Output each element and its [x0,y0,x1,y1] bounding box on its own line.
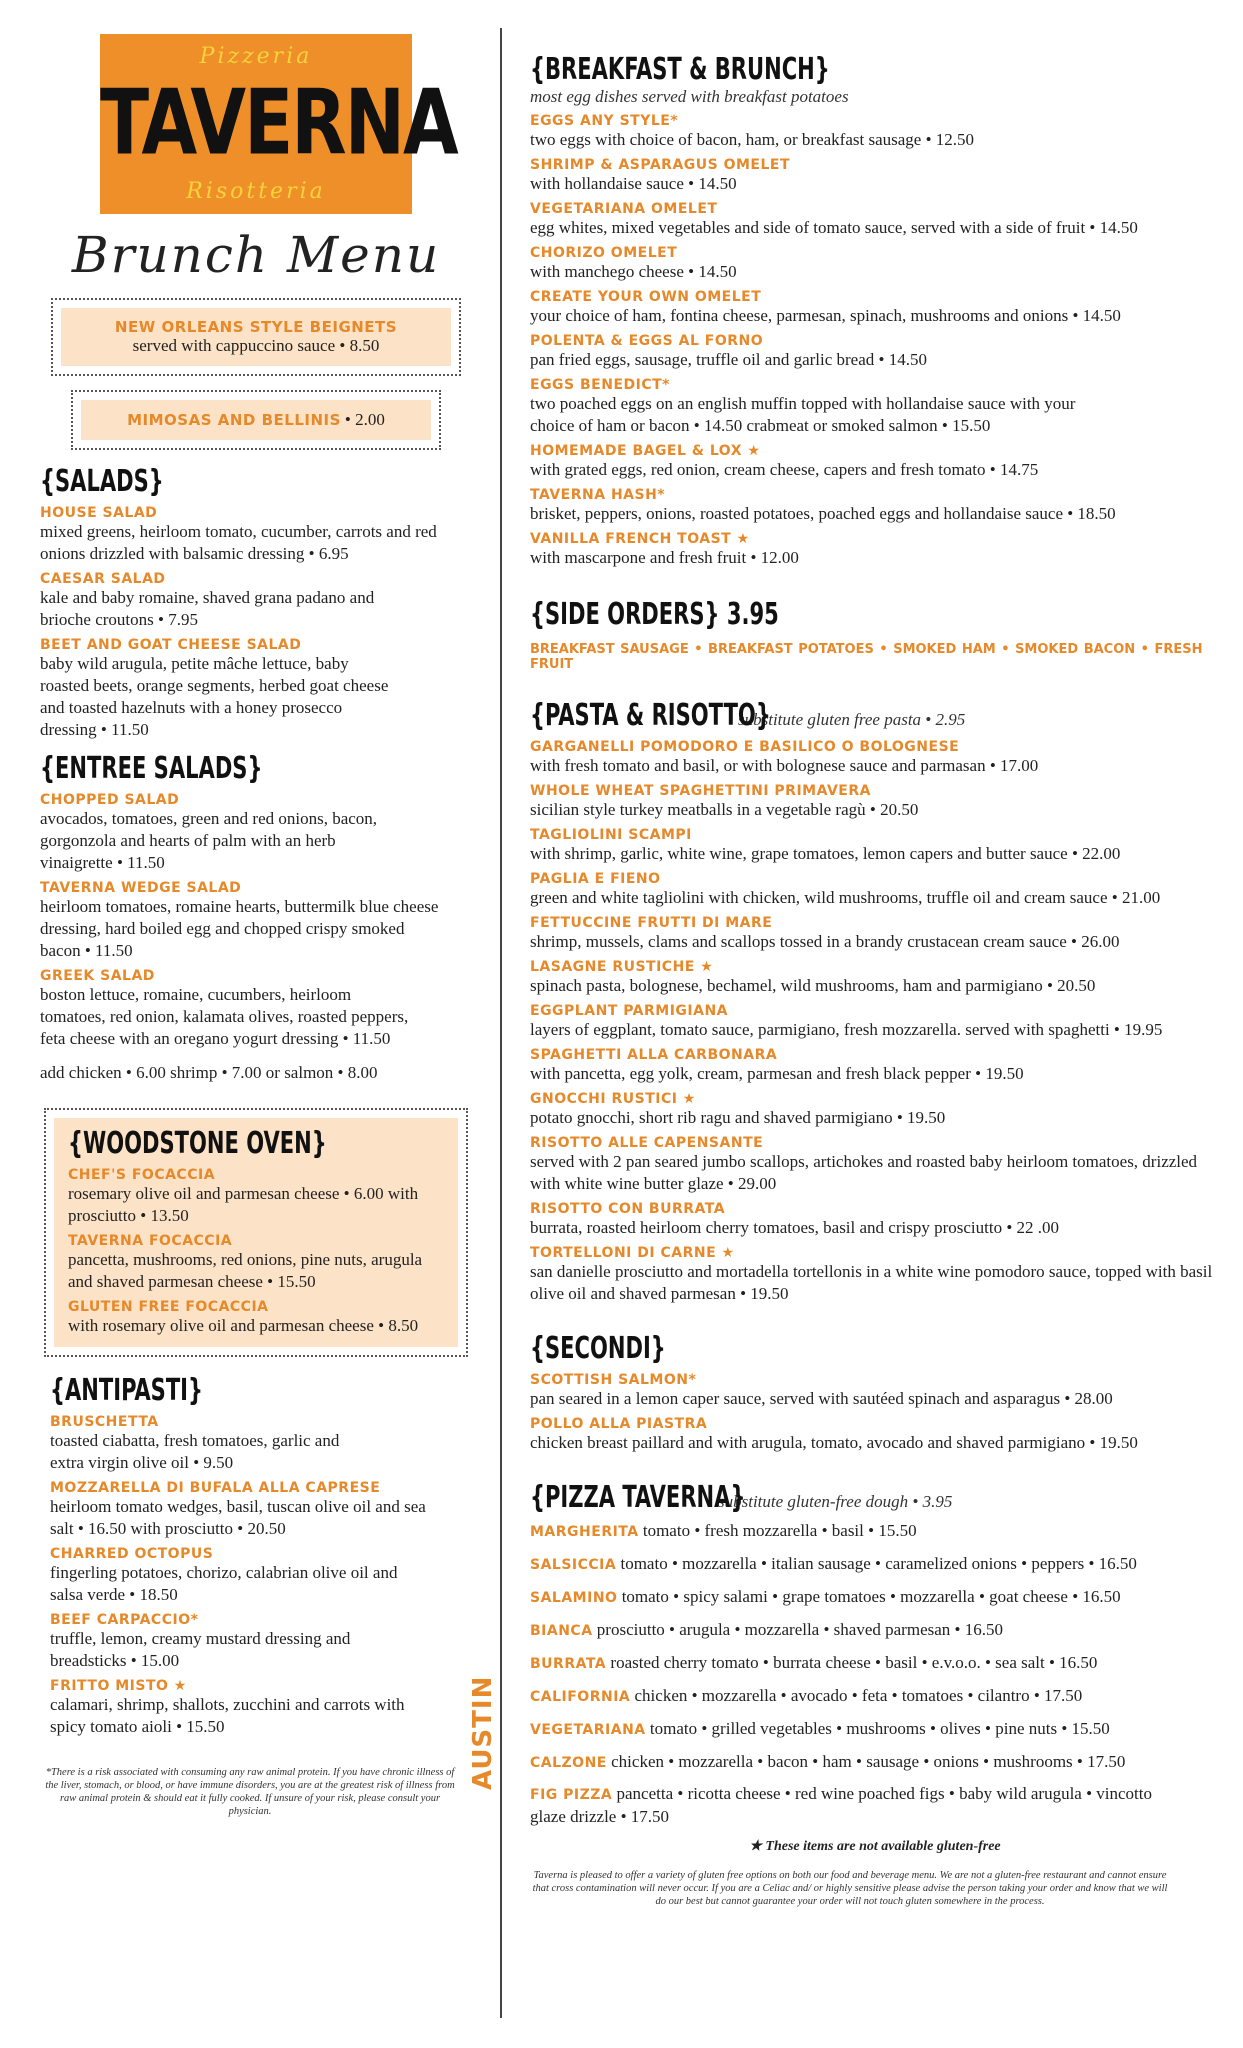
menu-item: PAGLIA E FIENO green and white tagliolini with chicken, wild mushrooms, truffle oil and cream sauce • 21.00 [530,871,1161,907]
menu-item: EGGS BENEDICT* two poached eggs on an english muffin topped with hollandaise sauce with your choice of ham or bacon • 14.50 crabmeat or smoked salmon • 15.50 [530,377,1076,435]
section-subtitle: most egg dishes served with breakfast potatoes [530,87,849,106]
promo-name: NEW ORLEANS STYLE BEIGNETS [114,318,398,336]
addons-line: add chicken • 6.00 shrimp • 7.00 or salmon • 8.00 [40,1063,378,1082]
section-title: {SECONDI} [530,1331,666,1366]
pizza-item: CALZONE chicken • mozzarella • bacon • ham • sausage • onions • mushrooms • 17.50 [530,1752,1126,1771]
logo-bottom-script: Risotteria [186,179,326,204]
pizza-item: FIG PIZZA pancetta • ricotta cheese • red wine poached figs • baby wild arugula • vincotto glaze drizzle • 17.50 [530,1784,1152,1826]
promo-name: MIMOSAS AND BELLINIS [127,411,341,429]
section-title: {SALADS} [40,464,164,499]
side-orders-section [530,597,1220,672]
gluten-free-disclaimer: Taverna is pleased to offer a variety of gluten free options on both our food and beverage menu. We are not a gluten-free restaurant and cannot ensure that cross contamination will never occur. If you are a Celiac and/ or highly sensitive please advise the person taking your order and know that we will do our best but cannot guarantee your order will not touch gluten somewhere in the process. [532,1870,1168,1907]
pizza-item: MARGHERITA tomato • fresh mozzarella • basil • 15.50 [530,1521,917,1540]
menu-item: POLLO ALLA PIASTRA chicken breast paillard and with arugula, tomato, avocado and shaved parmigiano • 19.50 [530,1416,1138,1452]
menu-item: TAVERNA WEDGE SALAD heirloom tomatoes, romaine hearts, buttermilk blue cheese dressing, hard boiled egg and chopped crispy smoked bacon • 11.50 [40,880,439,960]
menu-item: BEEF CARPACCIO* truffle, lemon, creamy mustard dressing and breadsticks • 15.00 [50,1612,351,1670]
logo-top-script: Pizzeria [199,44,313,69]
menu-title: Brunch Menu [71,226,441,284]
salads-section [40,464,472,741]
secondi-section [530,1331,1220,1454]
pizza-section [530,1480,1220,1828]
pizza-item: BURRATA roasted cherry tomato • burrata cheese • basil • e.v.o.o. • sea salt • 16.50 [530,1653,1098,1672]
menu-item: SHRIMP & ASPARAGUS OMELET with hollandaise sauce • 14.50 [530,157,791,193]
menu-item: CHEF'S FOCACCIA rosemary olive oil and parmesan cheese • 6.00 with prosciutto • 13.50 [68,1167,419,1225]
menu-item: MOZZARELLA DI BUFALA ALLA CAPRESE heirloom tomato wedges, basil, tuscan olive oil and sea salt • 16.50 with prosciutto • 20.50 [50,1480,426,1538]
column-divider [500,28,502,2018]
logo-name: TAVERNA [100,69,457,175]
promo-price: • 2.00 [344,410,385,429]
section-title: {ANTIPASTI} [50,1373,204,1408]
section-subtitle: substitute gluten-free dough • 3.95 [718,1492,953,1511]
gluten-free-star-note: ★ These items are not available gluten-free [749,1839,1001,1854]
menu-item: VEGETARIANA OMELET egg whites, mixed vegetables and side of tomato sauce, served with a side of fruit • 14.50 [530,201,1138,237]
pasta-section [530,698,1220,1305]
section-title: {PIZZA TAVERNA} [530,1480,746,1515]
left-column [40,34,472,1818]
menu-item: SPAGHETTI ALLA CARBONARA with pancetta, egg yolk, cream, parmesan and fresh black pepper • 19.50 [530,1047,1024,1083]
mimosas-promo [71,390,441,450]
menu-item: TAGLIOLINI SCAMPI with shrimp, garlic, white wine, grape tomatoes, lemon capers and butter sauce • 22.00 [530,827,1121,863]
antipasti-section [40,1373,472,1738]
menu-item: POLENTA & EGGS AL FORNO pan fried eggs, sausage, truffle oil and garlic bread • 14.50 [530,333,927,369]
menu-item: EGGPLANT PARMIGIANA layers of eggplant, tomato sauce, parmigiano, fresh mozzarella. served with spaghetti • 19.95 [530,1003,1163,1039]
right-column [530,52,1220,1908]
menu-item: GREEK SALAD boston lettuce, romaine, cucumbers, heirloom tomatoes, red onion, kalamata olives, roasted peppers, feta cheese with an oregano yogurt dressing • 11.50 [40,968,409,1048]
promo-desc: served with cappuccino sauce • 8.50 [132,336,380,355]
section-subtitle: substitute gluten free pasta • 2.95 [738,710,966,729]
menu-item: GNOCCHI RUSTICI ★ potato gnocchi, short rib ragu and shaved parmigiano • 19.50 [530,1091,946,1127]
location-label: AUSTIN [468,1675,498,1790]
menu-item: BEET AND GOAT CHEESE SALAD baby wild arugula, petite mâche lettuce, baby roasted beets, orange segments, herbed goat cheese and toasted hazelnuts with a honey prosecco dressing • 11.50 [40,637,389,739]
menu-item: RISOTTO ALLE CAPENSANTE served with 2 pan seared jumbo scallops, artichokes and roasted baby heirloom tomatoes, drizzled with white wine butter glaze • 29.00 [530,1135,1198,1193]
menu-item: BRUSCHETTA toasted ciabatta, fresh tomatoes, garlic and extra virgin olive oil • 9.50 [50,1414,340,1472]
section-title: {SIDE ORDERS} 3.95 [530,597,779,632]
pizza-item: CALIFORNIA chicken • mozzarella • avocado • feta • tomatoes • cilantro • 17.50 [530,1686,1083,1705]
menu-item: VANILLA FRENCH TOAST ★ with mascarpone and fresh fruit • 12.00 [530,531,799,567]
menu-item: WHOLE WHEAT SPAGHETTINI PRIMAVERA sicilian style turkey meatballs in a vegetable ragù • 20.50 [530,783,919,819]
menu-item: TAVERNA HASH* brisket, peppers, onions, roasted potatoes, poached eggs and hollandaise sauce • 18.50 [530,487,1116,523]
menu-item: CAESAR SALAD kale and baby romaine, shaved grana padano and brioche croutons • 7.95 [40,571,375,629]
menu-item: HOMEMADE BAGEL & LOX ★ with grated eggs, red onion, cream cheese, capers and fresh tomato • 14.75 [530,443,1039,479]
menu-item: CHOPPED SALAD avocados, tomatoes, green and red onions, bacon, gorgonzola and hearts of palm with an herb vinaigrette • 11.50 [40,792,378,872]
menu-item: LASAGNE RUSTICHE ★ spinach pasta, bolognese, bechamel, wild mushrooms, ham and parmigiano • 20.50 [530,959,1096,995]
menu-item: EGGS ANY STYLE* two eggs with choice of bacon, ham, or breakfast sausage • 12.50 [530,113,975,149]
pizza-item: SALSICCIA tomato • mozzarella • italian sausage • caramelized onions • peppers • 16.50 [530,1554,1137,1573]
raw-protein-warning: *There is a risk associated with consuming any raw animal protein. If you have chronic illness of the liver, stomach, or blood, or have immune disorders, you are at the greatest risk of illness from raw animal protein & should eat it fully cooked. If unsure of your risk, please consult your physician. [45,1767,455,1817]
taverna-logo [100,34,457,214]
beignets-promo [51,298,461,376]
side-orders-list: BREAKFAST SAUSAGE • BREAKFAST POTATOES • SMOKED HAM • SMOKED BACON • FRESH FRUIT [530,642,1203,672]
menu-item: GARGANELLI POMODORO E BASILICO O BOLOGNESE with fresh tomato and basil, or with bolognese sauce and parmasan • 17.00 [530,739,1039,775]
woodstone-oven-box [44,1108,468,1357]
menu-item: CHARRED OCTOPUS fingerling potatoes, chorizo, calabrian olive oil and salsa verde • 18.50 [50,1546,398,1604]
section-title: {PASTA & RISOTTO} [530,698,771,733]
breakfast-section [530,52,1220,569]
pizza-item: BIANCA prosciutto • arugula • mozzarella • shaved parmesan • 16.50 [530,1620,1003,1639]
section-title: {BREAKFAST & BRUNCH} [530,52,830,87]
menu-item: SCOTTISH SALMON* pan seared in a lemon caper sauce, served with sautéed spinach and asparagus • 28.00 [530,1372,1113,1408]
pizza-item: VEGETARIANA tomato • grilled vegetables • mushrooms • olives • pine nuts • 15.50 [530,1719,1110,1738]
menu-item: CHORIZO OMELET with manchego cheese • 14.50 [530,245,737,281]
pizza-item: SALAMINO tomato • spicy salami • grape tomatoes • mozzarella • goat cheese • 16.50 [530,1587,1121,1606]
menu-item: FETTUCCINE FRUTTI DI MARE shrimp, mussels, clams and scallops tossed in a brandy crustacean cream sauce • 26.00 [530,915,1120,951]
menu-item: TORTELLONI DI CARNE ★ san danielle prosciutto and mortadella tortellonis in a white wine pomodoro sauce, topped with basil olive oil and shaved parmesan • 19.50 [530,1245,1213,1303]
menu-item: TAVERNA FOCACCIA pancetta, mushrooms, red onions, pine nuts, arugula and shaved parmesan cheese • 15.50 [68,1233,423,1291]
entree-salads-section [40,751,472,1084]
menu-item: CREATE YOUR OWN OMELET your choice of ham, fontina cheese, parmesan, spinach, mushrooms and onions • 14.50 [530,289,1121,325]
section-title: {WOODSTONE OVEN} [68,1126,327,1161]
menu-item: FRITTO MISTO ★ calamari, shrimp, shallots, zucchini and carrots with spicy tomato aioli • 15.50 [50,1678,405,1736]
section-title: {ENTREE SALADS} [40,751,263,786]
menu-item: RISOTTO CON BURRATA burrata, roasted heirloom cherry tomatoes, basil and crispy prosciutto • 22 .00 [530,1201,1060,1237]
menu-item: GLUTEN FREE FOCACCIA with rosemary olive oil and parmesan cheese • 8.50 [68,1299,419,1335]
menu-item: HOUSE SALAD mixed greens, heirloom tomato, cucumber, carrots and red onions drizzled with balsamic dressing • 6.95 [40,505,437,563]
